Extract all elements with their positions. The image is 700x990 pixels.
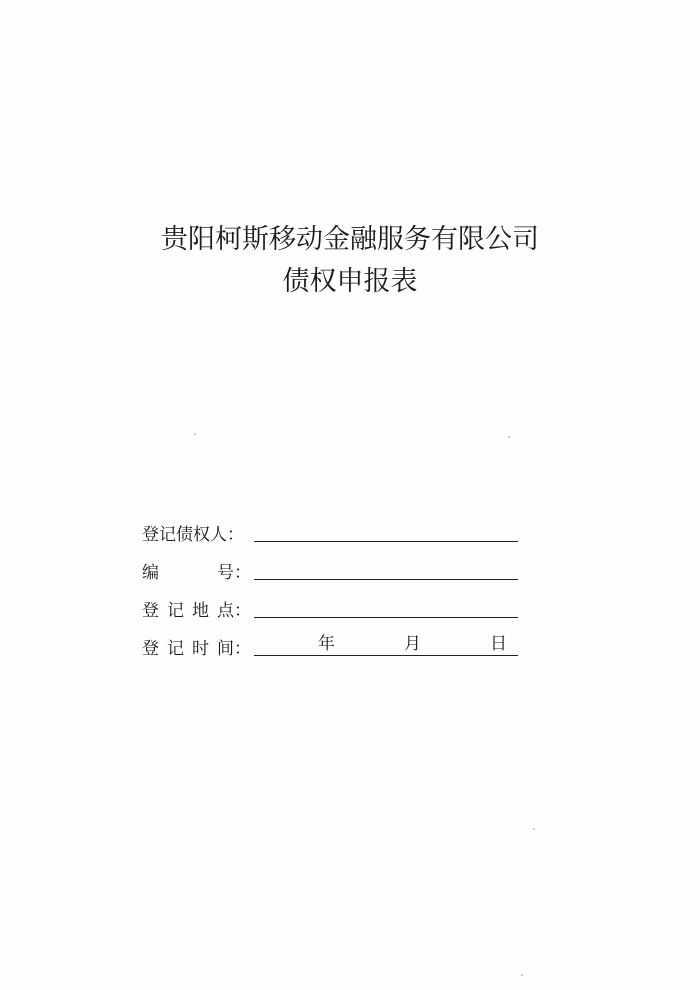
creditor-input-line[interactable] [254, 541, 518, 542]
date-day-label: 日 [490, 634, 507, 654]
number-label-char-1: 编 [142, 563, 159, 583]
scan-speck [508, 436, 510, 438]
location-label-char-2: 记 [167, 601, 184, 621]
creditor-row [142, 512, 522, 550]
scan-speck [533, 828, 535, 830]
date-input-field[interactable] [254, 629, 518, 656]
number-input-line[interactable] [254, 579, 518, 580]
number-label [142, 562, 252, 588]
time-label [142, 638, 252, 664]
location-label-char-3: 地 [192, 601, 209, 621]
creditor-label-text: 登记债权人： [142, 525, 244, 545]
form-title: 债权申报表 [282, 266, 418, 297]
company-title: 贵阳柯斯移动金融服务有限公司 [161, 224, 539, 255]
creditor-label [142, 524, 252, 550]
time-label-char-1: 登 [142, 639, 159, 659]
location-input-line[interactable] [254, 617, 518, 618]
registration-form [142, 512, 522, 664]
location-row [142, 588, 522, 626]
date-month-label: 月 [404, 634, 421, 654]
time-row [142, 626, 522, 664]
location-label-char-1: 登 [142, 601, 159, 621]
time-label-char-2: 记 [167, 639, 184, 659]
time-label-char-4: 间： [217, 639, 251, 659]
date-year-label: 年 [318, 634, 335, 654]
number-row [142, 550, 522, 588]
location-label-char-4: 点： [217, 601, 251, 621]
title-block [0, 222, 700, 300]
number-label-char-2: 号： [217, 563, 251, 583]
scan-speck [521, 974, 523, 976]
scan-speck [194, 433, 196, 435]
location-label [142, 600, 252, 626]
time-label-char-3: 时 [192, 639, 209, 659]
